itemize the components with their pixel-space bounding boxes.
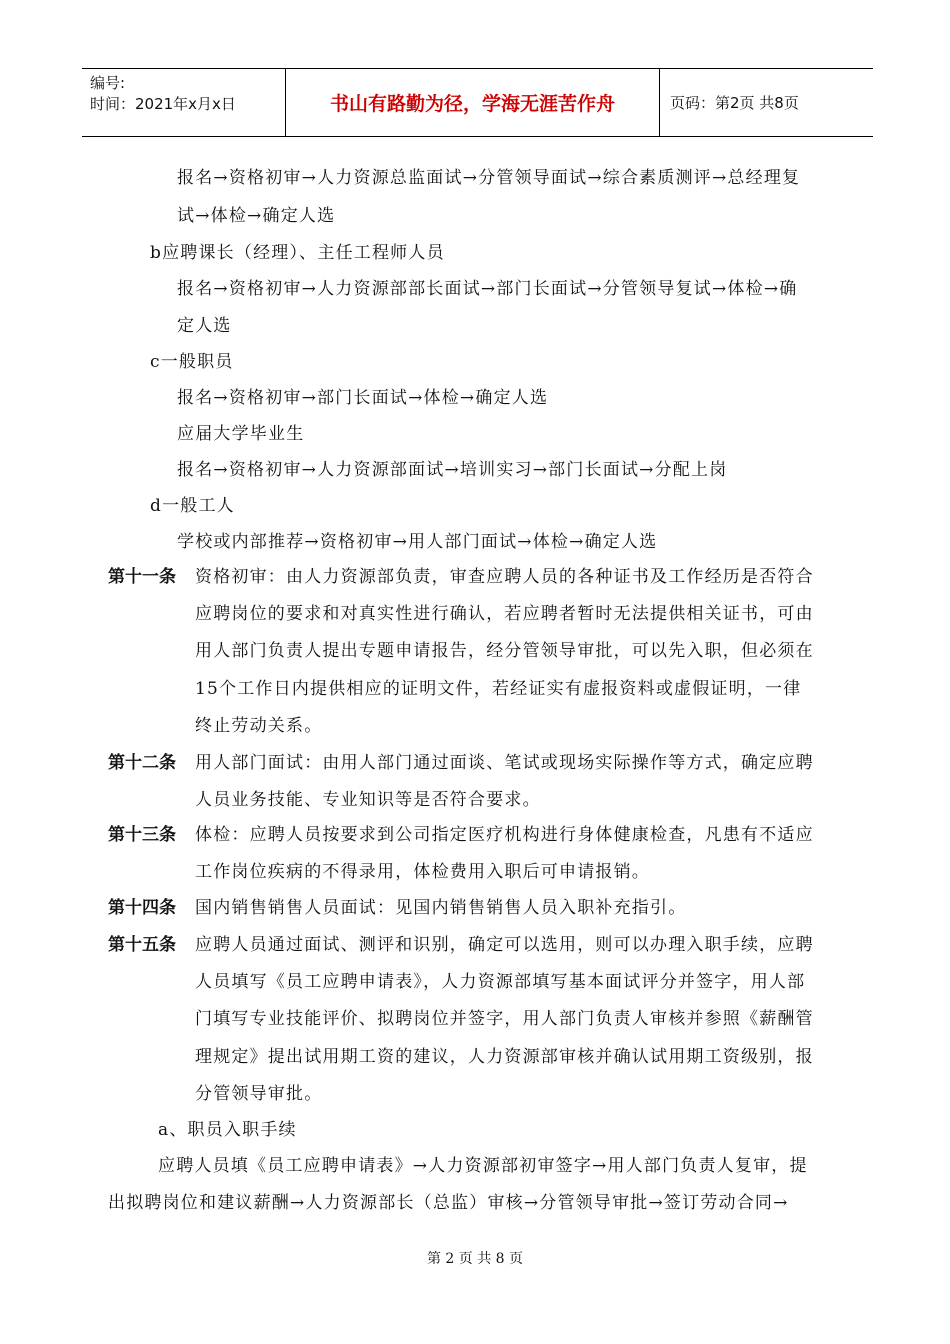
header-page-cell bbox=[660, 69, 873, 136]
article-title: 第十二条 bbox=[108, 753, 176, 773]
body-line: 应聘人员填《员工应聘申请表》→人力资源部初审签字→用人部门负责人复审，提 bbox=[158, 1156, 808, 1176]
article-line: 应聘人员通过面试、测评和识别，确定可以选用，则可以办理入职手续，应聘 bbox=[195, 935, 814, 955]
section-heading: a、职员入职手续 bbox=[158, 1120, 297, 1140]
footer-page-number: 第 2 页 共 8 页 bbox=[426, 1251, 524, 1267]
article-line: 15个工作日内提供相应的证明文件，若经证实有虚报资料或虚假证明，一律 bbox=[195, 679, 802, 699]
body-line: 定人选 bbox=[177, 316, 232, 336]
article-line: 理规定》提出试用期工资的建议，人力资源部审核并确认试用期工资级别，报 bbox=[195, 1047, 814, 1067]
article-title: 第十五条 bbox=[108, 935, 176, 955]
body-line: 出拟聘岗位和建议薪酬→人力资源部长（总监）审核→分管领导审批→签订劳动合同→ bbox=[108, 1193, 789, 1213]
page-footer bbox=[0, 1248, 950, 1268]
body-line: d一般工人 bbox=[150, 496, 235, 516]
article-line: 终止劳动关系。 bbox=[195, 716, 323, 736]
article-line: 用人部门负责人提出专题申请报告，经分管领导审批，可以先入职，但必须在 bbox=[195, 641, 814, 661]
article-line: 用人部门面试：由用人部门通过面谈、笔试或现场实际操作等方式，确定应聘 bbox=[195, 753, 814, 773]
header-page-info: 页码：第2页 共8页 bbox=[670, 94, 799, 112]
header-motto: 书山有路勤为径，学海无涯苦作舟 bbox=[329, 93, 615, 115]
body-line: 报名→资格初审→人力资源部面试→培训实习→部门长面试→分配上岗 bbox=[177, 460, 728, 480]
body-line: 试→体检→确定人选 bbox=[177, 206, 336, 226]
article-title: 第十一条 bbox=[108, 567, 176, 587]
body-line: 应届大学毕业生 bbox=[177, 424, 305, 444]
article-line: 门填写专业技能评价、拟聘岗位并签字，用人部门负责人审核并参照《薪酬管 bbox=[195, 1009, 814, 1029]
article-line: 分管领导审批。 bbox=[195, 1084, 323, 1104]
body-line: 报名→资格初审→人力资源部部长面试→部门长面试→分管领导复试→体检→确 bbox=[177, 279, 798, 299]
article-title: 第十三条 bbox=[108, 825, 176, 845]
body-line: b应聘课长（经理）、主任工程师人员 bbox=[150, 243, 445, 263]
body-line: 学校或内部推荐→资格初审→用人部门面试→体检→确定人选 bbox=[177, 532, 658, 552]
header-meta-cell bbox=[82, 69, 286, 136]
article-line: 体检：应聘人员按要求到公司指定医疗机构进行身体健康检查，凡患有不适应 bbox=[195, 825, 814, 845]
article-line: 人员填写《员工应聘申请表》，人力资源部填写基本面试评分并签字，用人部 bbox=[195, 972, 806, 992]
document-number-label: 编号: bbox=[90, 74, 126, 92]
document-header bbox=[82, 68, 873, 137]
body-line: 报名→资格初审→人力资源总监面试→分管领导面试→综合素质测评→总经理复 bbox=[177, 168, 801, 188]
document-time-label: 时间：2021年x月x日 bbox=[90, 95, 236, 113]
body-line: c一般职员 bbox=[150, 352, 234, 372]
article-title: 第十四条 bbox=[108, 898, 176, 918]
article-line: 国内销售销售人员面试：见国内销售销售人员入职补充指引。 bbox=[195, 898, 687, 918]
article-line: 人员业务技能、专业知识等是否符合要求。 bbox=[195, 790, 541, 810]
article-line: 应聘岗位的要求和对真实性进行确认，若应聘者暂时无法提供相关证书，可由 bbox=[195, 604, 814, 624]
header-motto-cell bbox=[286, 69, 660, 136]
article-line: 资格初审：由人力资源部负责，审查应聘人员的各种证书及工作经历是否符合 bbox=[195, 567, 814, 587]
body-line: 报名→资格初审→部门长面试→体检→确定人选 bbox=[177, 388, 549, 408]
article-line: 工作岗位疾病的不得录用，体检费用入职后可申请报销。 bbox=[195, 862, 650, 882]
